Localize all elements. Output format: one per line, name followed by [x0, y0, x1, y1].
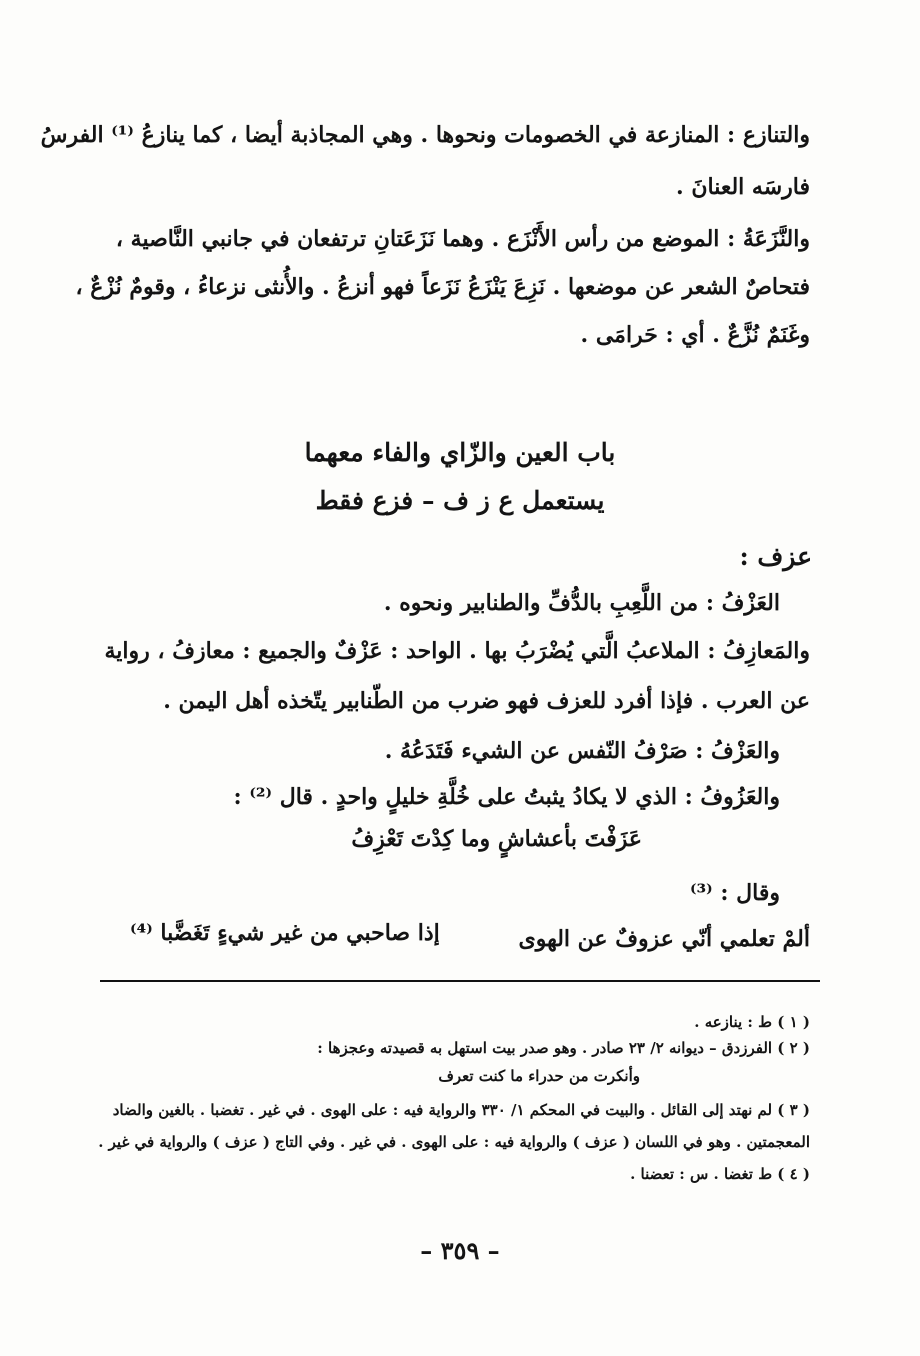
- page-number: – ٣٥٩ –: [420, 1236, 500, 1265]
- entry-title: عزف :: [739, 542, 812, 571]
- verse-hemistich-left: إذا صاحبي من غير شيءٍ تَغَضَّبا ⁽⁴⁾: [130, 920, 440, 946]
- footnote: ( ١ ) ط : ينازعه .: [694, 1013, 810, 1031]
- section-heading: باب العين والزّاي والفاء معهما: [304, 438, 616, 467]
- entry-line: العَزْفُ : من اللَّعِبِ بالدُّفِّ والطنابير ونحوه .: [383, 590, 780, 616]
- footnote-divider: [100, 980, 820, 982]
- footnote: ( ٤ ) ط تغضا . س : تعضنا .: [630, 1165, 810, 1183]
- entry-line: والعَزُوفُ : الذي لا يكادُ يثبتُ على خُلَّةِ خليلٍ واحدٍ . قال ⁽²⁾ :: [233, 784, 780, 810]
- footnote: ( ٢ ) الفرزدق – ديوانه ٢/ ٢٣ صادر . وهو صدر بيت استهل به قصيدته وعجزها :: [317, 1039, 810, 1057]
- body-line: وغَنَمٌ نُزَّعٌ . أي : حَرامَى .: [580, 322, 810, 348]
- verse-line: عَزَفْتَ بأعشاشٍ وما كِدْتَ تَعْزِفُ: [351, 826, 642, 852]
- entry-line: والعَزْفُ : صَرْفُ النّفس عن الشيء فَتَدَعُهُ .: [384, 738, 780, 764]
- entry-line: عن العرب . فإذا أفرد للعزف فهو ضرب من الطّنابير يتّخذه أهل اليمن .: [163, 688, 810, 714]
- body-line: والنَّزَعَةُ : الموضع من رأس الأَنْزَع . وهما نَزَعَتانِ ترتفعان في جانبي النَّاصية ،: [115, 226, 810, 252]
- body-line: والتنازع : المنازعة في الخصومات ونحوها . وهي المجاذبة أيضا ، كما ينازعُ ⁽¹⁾ الفرسُ: [40, 122, 810, 148]
- section-subheading: يستعمل ع ز ف – فزع فقط: [315, 486, 605, 515]
- qala-line: وقال : ⁽³⁾: [689, 880, 780, 906]
- footnote-continuation: المعجمتين . وهو في اللسان ( عزف ) والرواية فيه : على الهوى . في غير . وفي التاج ( عزف ) والرواية في غير .: [98, 1133, 810, 1151]
- footnote-continuation: وأنكرت من حدراء ما كنت تعرف: [438, 1067, 640, 1085]
- footnote: ( ٣ ) لم نهتد إلى القائل . والبيت في المحكم ١/ ٣٣٠ والرواية فيه : على الهوى . في غير . تغضبا . بالغين والضاد: [112, 1101, 810, 1119]
- body-line: فارسَه العنانَ .: [676, 174, 810, 200]
- body-line: فتحاصٌ الشعر عن موضعها . نَزِعَ يَنْزَعُ نَزَعاً فهو أنزعُ . والأُنثى نزعاءُ ، وقومٌ نُزْعٌ ،: [75, 274, 810, 300]
- verse-hemistich-right: ألمْ تعلمي أنّي عزوفٌ عن الهوى: [518, 926, 810, 952]
- entry-line: والمَعازِفُ : الملاعبُ الَّتي يُضْرَبُ بها . الواحد : عَزْفٌ والجميع : معازفُ ، رواية: [104, 638, 810, 664]
